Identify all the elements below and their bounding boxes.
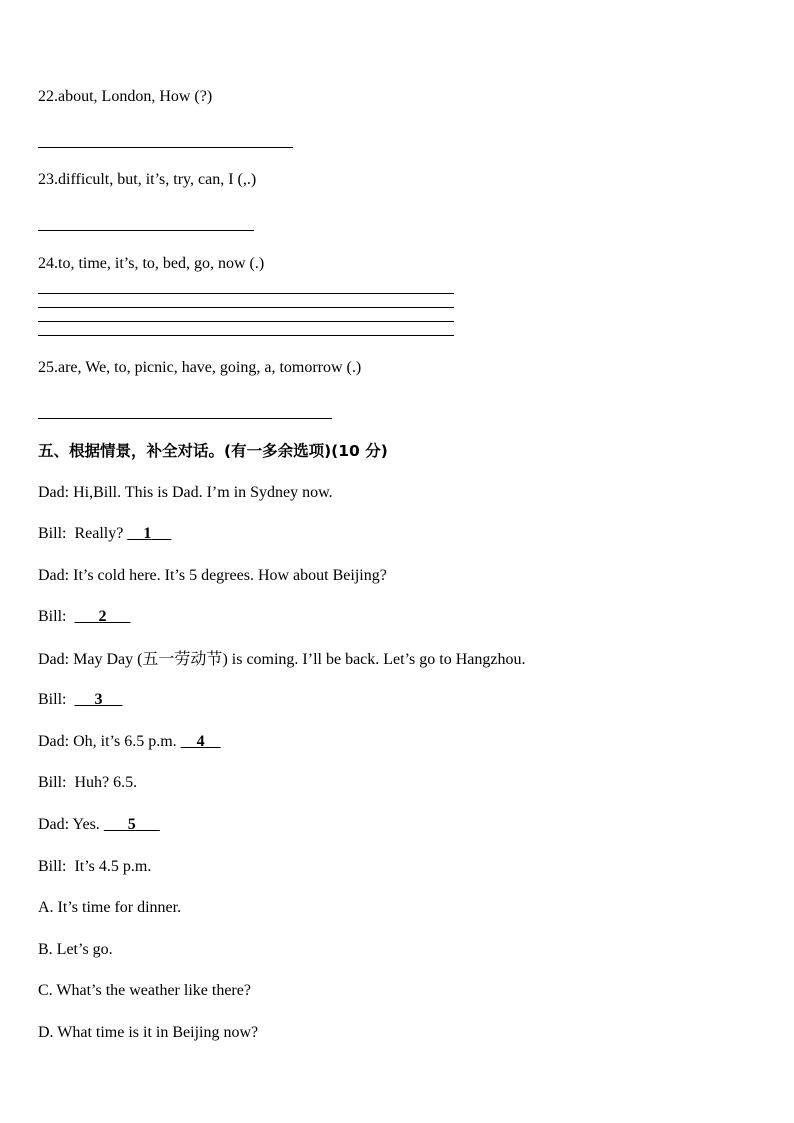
option-b: B. Let’s go.: [38, 941, 113, 958]
speaker: Dad:: [38, 733, 70, 750]
dialogue-line-1: [38, 483, 333, 503]
question-number: 23.: [38, 171, 58, 188]
dialogue-text: Hi,Bill. This is Dad. I’m in Sydney now.: [73, 484, 333, 501]
section-title: 五、根据情景，补全对话。(有一多余选项)(10 分): [38, 442, 388, 460]
question-number: 25.: [38, 359, 58, 376]
answer-line-24d[interactable]: [38, 335, 454, 336]
answer-line-24a[interactable]: [38, 293, 454, 294]
answer-blank-1[interactable]: 1: [143, 525, 152, 542]
dialogue-line-8: [38, 773, 137, 793]
dialogue-text-cn: 五一劳动节: [142, 649, 223, 668]
question-24: [38, 254, 264, 274]
option-c: C. What’s the weather like there?: [38, 982, 251, 999]
answer-blank-2[interactable]: 2: [98, 608, 107, 625]
speaker: Dad:: [38, 816, 70, 833]
speaker: Bill:: [38, 691, 67, 708]
question-22: [38, 87, 212, 107]
dialogue-line-7: [38, 732, 221, 752]
dialogue-text: It’s cold here. It’s 5 degrees. How about Beijing?: [73, 567, 387, 584]
dialogue-text: Yes.: [72, 816, 100, 833]
answer-blank-4[interactable]: 4: [196, 733, 205, 750]
answer-line-22[interactable]: [38, 147, 293, 148]
dialogue-line-5: [38, 649, 525, 670]
speaker: Bill:: [38, 858, 67, 875]
speaker: Bill:: [38, 774, 67, 791]
answer-blank-5[interactable]: 5: [127, 816, 136, 833]
question-23: [38, 170, 256, 190]
dialogue-text: Huh? 6.5.: [74, 774, 138, 791]
option-a: A. It’s time for dinner.: [38, 899, 182, 916]
answer-line-25[interactable]: [38, 418, 332, 419]
dialogue-text: Oh, it’s 6.5 p.m.: [73, 733, 177, 750]
answer-blank-3[interactable]: 3: [94, 691, 103, 708]
question-words: to, time, it’s, to, bed, go, now (.): [58, 255, 265, 272]
speaker: Dad:: [38, 651, 70, 668]
question-words: about, London, How (?): [58, 88, 213, 105]
dialogue-line-4: [38, 607, 130, 627]
dialogue-text: It’s 4.5 p.m.: [74, 858, 152, 875]
answer-line-24c[interactable]: [38, 321, 454, 322]
answer-line-24b[interactable]: [38, 307, 454, 308]
dialogue-line-3: [38, 566, 387, 586]
question-number: 22.: [38, 88, 58, 105]
dialogue-text: Really?: [74, 525, 124, 542]
option-d: D. What time is it in Beijing now?: [38, 1024, 259, 1041]
dialogue-line-9: [38, 815, 160, 835]
dialogue-line-2: [38, 524, 171, 544]
speaker: Dad:: [38, 484, 70, 501]
question-25: [38, 358, 361, 378]
question-words: difficult, but, it’s, try, can, I (,.): [58, 171, 257, 188]
dialogue-text-before: May Day (: [73, 651, 143, 668]
speaker: Dad:: [38, 567, 70, 584]
question-words: are, We, to, picnic, have, going, a, tomorrow (.): [58, 359, 362, 376]
question-number: 24.: [38, 255, 58, 272]
dialogue-line-6: [38, 690, 122, 710]
answer-line-23[interactable]: [38, 230, 254, 231]
dialogue-line-10: [38, 857, 151, 877]
speaker: Bill:: [38, 525, 67, 542]
speaker: Bill:: [38, 608, 67, 625]
dialogue-text-after: ) is coming. I’ll be back. Let’s go to Hangzhou.: [222, 651, 526, 668]
